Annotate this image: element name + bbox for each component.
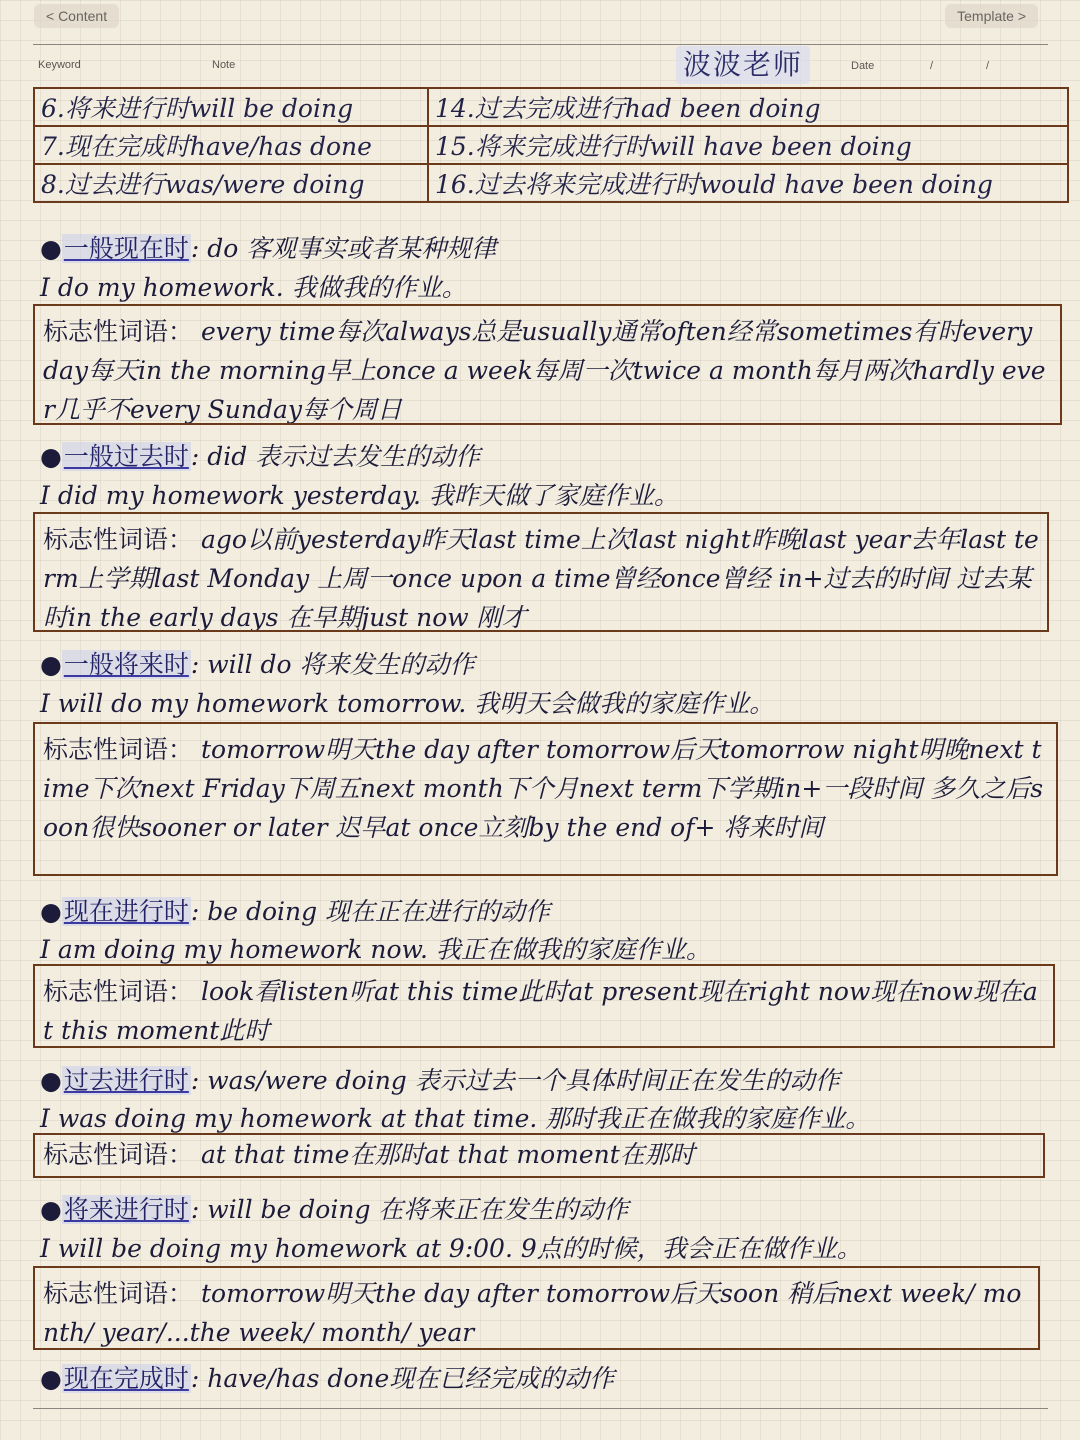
tense-heading bbox=[40, 1359, 614, 1395]
signal-words-box bbox=[33, 1266, 1040, 1350]
tense-definition: : did 表示过去发生的动作 bbox=[190, 442, 481, 471]
tense-summary-table bbox=[33, 87, 1069, 203]
footer-divider bbox=[33, 1408, 1048, 1409]
signal-words-label: 标志性词语： bbox=[43, 317, 194, 346]
example-sentence: I was doing my homework at that time. 那时我正在做我的家庭作业。 bbox=[40, 1104, 871, 1133]
tense-name: 将来进行时 bbox=[63, 1195, 189, 1224]
signal-words-text: look看listen听at this time此时at present现在right now现在now现在at this moment此时 bbox=[43, 977, 1038, 1045]
signal-words-box bbox=[33, 512, 1049, 632]
signal-words-box bbox=[33, 964, 1055, 1048]
tense-heading bbox=[40, 1061, 840, 1097]
date-separator: / bbox=[930, 60, 934, 72]
signal-words-text: at that time在那时at that moment在那时 bbox=[200, 1140, 695, 1169]
example-sentence: I will be doing my homework at 9:00. 9点的时候，我会正在做作业。 bbox=[40, 1234, 862, 1263]
signal-words-box bbox=[33, 722, 1058, 876]
date-separator: / bbox=[986, 60, 990, 72]
header-top-divider bbox=[33, 44, 1048, 45]
tense-heading bbox=[40, 892, 550, 928]
tense-definition: : was/were doing 表示过去一个具体时间正在发生的动作 bbox=[190, 1066, 840, 1095]
signal-words-label: 标志性词语： bbox=[43, 1279, 194, 1308]
signal-words-label: 标志性词语： bbox=[43, 977, 194, 1006]
bullet-icon: ● bbox=[40, 234, 62, 263]
tense-definition: : be doing 现在正在进行的动作 bbox=[190, 897, 551, 926]
signal-words-box bbox=[33, 304, 1062, 425]
signal-words-text: every time每次always总是usually通常often经常sometimes有时every day每天in the morning早上once a week每周一次twice a month每月两次hardly ever几乎不every Sunday每个周日 bbox=[43, 317, 1046, 424]
tense-definition: : have/has done现在已经完成的动作 bbox=[190, 1364, 615, 1393]
table-cell: 14.过去完成进行had been doing bbox=[428, 88, 1068, 126]
keyword-label: Keyword bbox=[38, 59, 81, 71]
table-cell: 16.过去将来完成进行时would have been doing bbox=[428, 164, 1068, 202]
template-button[interactable]: Template > bbox=[945, 4, 1038, 28]
signal-words-box bbox=[33, 1133, 1045, 1178]
bullet-icon: ● bbox=[40, 1364, 62, 1393]
table-row bbox=[34, 126, 1068, 164]
tense-heading bbox=[40, 1190, 628, 1226]
tense-name: 过去进行时 bbox=[63, 1066, 189, 1095]
table-cell: 15.将来完成进行时will have been doing bbox=[428, 126, 1068, 164]
table-cell: 6.将来进行时will be doing bbox=[34, 88, 428, 126]
date-label: Date bbox=[851, 60, 875, 72]
note-label: Note bbox=[212, 59, 236, 71]
table-cell: 8.过去进行was/were doing bbox=[34, 164, 428, 202]
signal-words-label: 标志性词语： bbox=[43, 525, 194, 554]
signal-words-text: ago以前yesterday昨天last time上次last night昨晚last year去年last term上学期last Monday 上周一once upon a time曾经once曾经 in+过去的时间 过去某时in the early days 在早期just now 刚才 bbox=[43, 525, 1039, 632]
bullet-icon: ● bbox=[40, 442, 62, 471]
tense-definition: : do 客观事实或者某种规律 bbox=[190, 234, 497, 263]
top-bar bbox=[0, 0, 1080, 36]
bullet-icon: ● bbox=[40, 1195, 62, 1224]
bullet-icon: ● bbox=[40, 1066, 62, 1095]
content-back-button[interactable]: < Content bbox=[34, 4, 119, 28]
example-sentence: I did my homework yesterday. 我昨天做了家庭作业。 bbox=[40, 481, 679, 510]
tense-heading bbox=[40, 645, 475, 681]
tense-name: 现在进行时 bbox=[63, 897, 189, 926]
table-row bbox=[34, 164, 1068, 202]
signal-words-text: tomorrow明天the day after tomorrow后天tomorrow night明晚next time下次next Friday下周五next month下个月next term下学期in+一段时间 多久之后soon很快sooner or later 迟早at once立刻by the end of+ 将来时间 bbox=[43, 735, 1044, 842]
example-sentence: I will do my homework tomorrow. 我明天会做我的家庭作业。 bbox=[40, 689, 775, 718]
tense-name: 一般过去时 bbox=[63, 442, 189, 471]
tense-heading bbox=[40, 229, 496, 265]
example-sentence: I am doing my homework now. 我正在做我的家庭作业。 bbox=[40, 935, 711, 964]
tense-name: 一般现在时 bbox=[63, 234, 189, 263]
author-highlight bbox=[676, 46, 810, 84]
table-cell: 7.现在完成时have/has done bbox=[34, 126, 428, 164]
tense-definition: : will do 将来发生的动作 bbox=[190, 650, 475, 679]
signal-words-label: 标志性词语： bbox=[43, 735, 194, 764]
bullet-icon: ● bbox=[40, 897, 62, 926]
signal-words-label: 标志性词语： bbox=[43, 1140, 194, 1169]
tense-name: 现在完成时 bbox=[63, 1364, 189, 1393]
table-row bbox=[34, 88, 1068, 126]
author-name: 波波老师 bbox=[682, 48, 803, 81]
bullet-icon: ● bbox=[40, 650, 62, 679]
tense-heading bbox=[40, 437, 480, 473]
tense-name: 一般将来时 bbox=[63, 650, 189, 679]
example-sentence: I do my homework. 我做我的作业。 bbox=[40, 273, 467, 302]
signal-words-text: tomorrow明天the day after tomorrow后天soon 稍后next week/ month/ year/...the week/ month/ year bbox=[43, 1279, 1022, 1347]
tense-definition: : will be doing 在将来正在发生的动作 bbox=[190, 1195, 629, 1224]
